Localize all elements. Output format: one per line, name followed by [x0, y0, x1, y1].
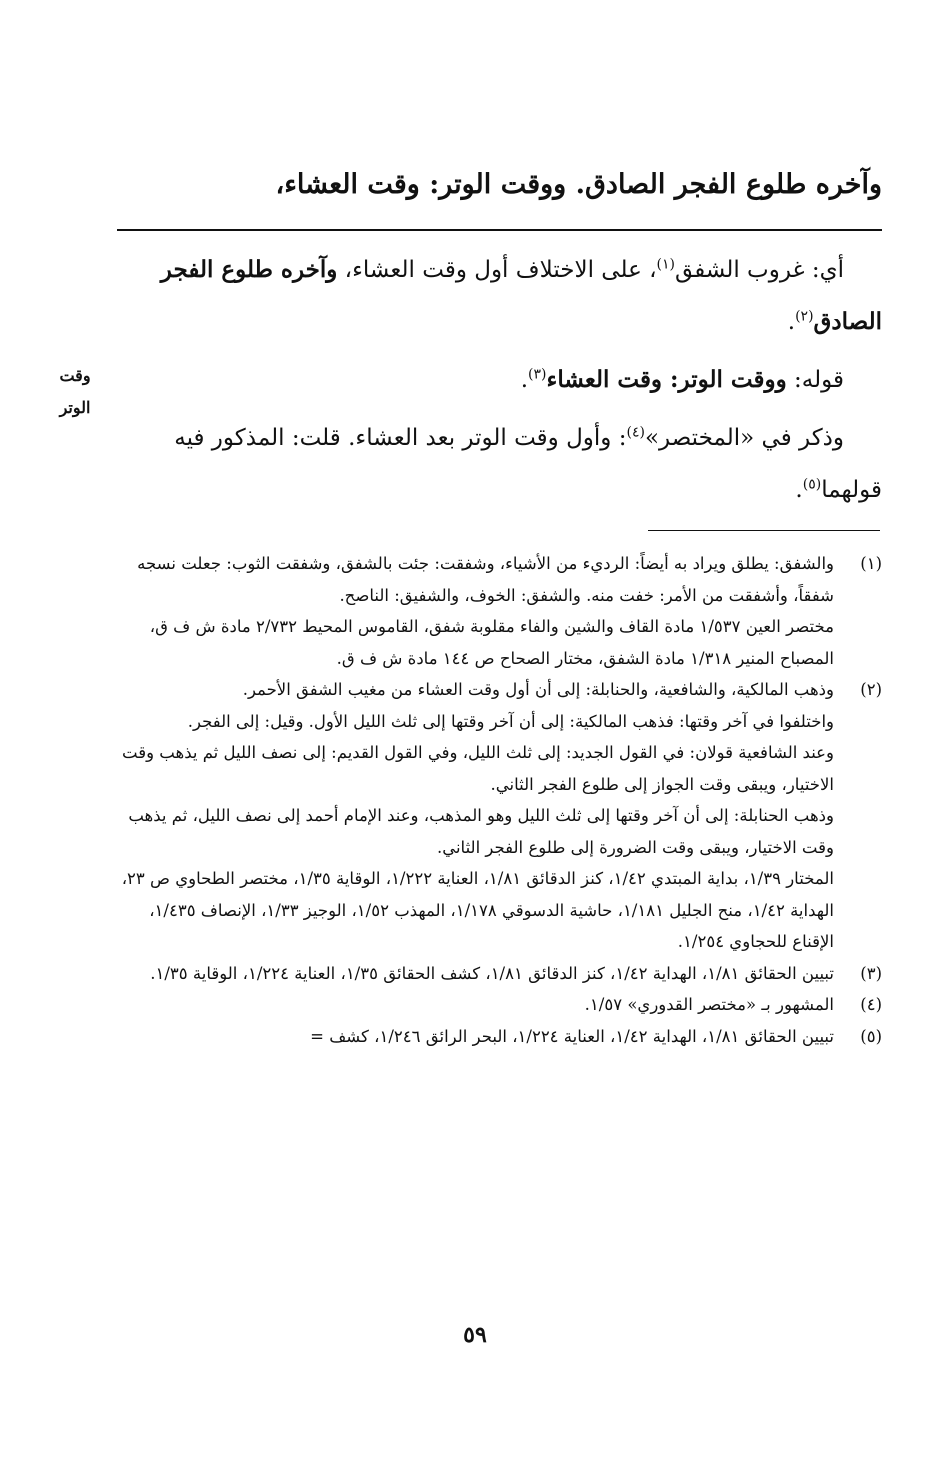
- footnote-2: [112, 674, 882, 958]
- commentary-paragraph-1: [122, 244, 882, 348]
- text: .: [520, 367, 529, 393]
- footnote-ref[interactable]: (١): [656, 256, 676, 273]
- footnote-para: تبيين الحقائق ١/٨١، الهداية ١/٤٢، كنز الدقائق ١/٨١، كشف الحقائق ١/٣٥، العناية ١/٢٢٤، الوقاية ١/٣٥.: [150, 963, 834, 983]
- text: أي: غروب الشفق: [675, 257, 844, 283]
- footnote-para: وعند الشافعية قولان: في القول الجديد: إلى ثلث الليل، وفي القول القديم: إلى نصف الليل ثم يذهب وقت الاختيار، ويبقى وقت الجواز إلى طلوع الفجر الثاني.: [122, 743, 834, 794]
- footnote-para: واختلفوا في آخر وقتها: فذهب المالكية: إلى أن آخر وقتها إلى ثلث الليل الأول. وقيل: إلى الفجر.: [187, 711, 834, 731]
- footnote-para: تبيين الحقائق ١/٨١، الهداية ١/٤٢، العناية ١/٢٢٤، البحر الرائق ١/٢٤٦، كشف =: [310, 1026, 834, 1046]
- footnote-text: [112, 1021, 834, 1053]
- text: .: [787, 309, 796, 335]
- text: .: [795, 477, 803, 503]
- footnote-ref[interactable]: (٣): [528, 366, 547, 383]
- matn-line: وآخره طلوع الفجر الصادق. ووقت الوتر: وقت العشاء،: [275, 169, 882, 200]
- footnote-number: (١): [860, 554, 882, 573]
- footnote-para: المشهور بـ «مختصر القدوري» ١/٥٧.: [584, 995, 834, 1014]
- footnote-5: [112, 1021, 882, 1053]
- footnote-text: [112, 674, 834, 958]
- footnote-para: والشفق: يطلق ويراد به أيضاً: الرديء من الأشياء، وشفقت: جئت بالشفق، وشفقت الثوب: جعلت نسجه شفقاً، وأشفقت من الأمر: خفت منه. والشفق: الخوف، والشفيق: الناصح.: [137, 554, 834, 605]
- text: وذكر في «المختصر»: [644, 425, 844, 451]
- footnote-4: [112, 989, 882, 1021]
- footnote-text: [112, 548, 834, 674]
- footnote-text: [112, 989, 834, 1021]
- text: : وأول وقت الوتر بعد العشاء. قلت: المذكور فيه قولهما: [174, 425, 882, 503]
- footnote-number: (٢): [860, 680, 882, 699]
- footnote-number: (٣): [860, 963, 882, 983]
- footnote-separator: [648, 530, 880, 531]
- bold-text: ووقت الوتر: وقت العشاء: [546, 366, 787, 393]
- commentary-body: [122, 244, 882, 516]
- footnote-3: [112, 958, 882, 990]
- commentary-paragraph-2: [122, 354, 882, 406]
- footnote-ref[interactable]: (٤): [626, 424, 645, 441]
- footnote-para: المختار ١/٣٩، بداية المبتدي ١/٤٢، كنز الدقائق ١/٨١، العناية ١/٢٢٢، الوقاية ١/٣٥، مختصر الطحاوي ص ٢٣، الهداية ١/٤٢، منح الجليل ١/١٨١، حاشية الدسوقي ١/١٧٨، المهذب ١/٥٢، الوجيز ١/٣٣، الإنصاف ١/٤٣٥، الإقناع للحجاوي ١/٢٥٤.: [121, 869, 834, 951]
- page-number: ٥٩: [463, 1322, 487, 1348]
- footnote-1: [112, 548, 882, 674]
- text: قوله:: [786, 367, 844, 393]
- footnote-number: (٥): [860, 1026, 882, 1046]
- bold-text: وآخره طلوع الفجر الصادق: [160, 256, 882, 335]
- commentary-paragraph-3: [122, 412, 882, 516]
- top-rule: [117, 229, 882, 231]
- footnote-ref[interactable]: (٢): [795, 308, 814, 325]
- margin-note: [40, 360, 110, 424]
- text: ، على الاختلاف أول وقت العشاء،: [337, 257, 657, 283]
- footnote-text: [112, 958, 834, 990]
- footnote-para: وذهب الحنابلة: إلى أن آخر وقتها إلى ثلث الليل وهو المذهب، وعند الإمام أحمد إلى نصف الليل، ثم يذهب وقت الاختيار، ويبقى وقت الضرورة إلى طلوع الفجر الثاني.: [128, 806, 834, 857]
- margin-note-line: الوتر: [59, 398, 91, 417]
- footnote-ref[interactable]: (٥): [802, 476, 822, 493]
- footnote-para: مختصر العين ١/٥٣٧ مادة القاف والشين والفاء مقلوبة شفق، القاموس المحيط ٢/٧٣٢ مادة ش ف ق، المصباح المنير ١/٣١٨ مادة الشفق، مختار الصحاح ص ١٤٤ مادة ش ف ق.: [149, 617, 834, 668]
- footnote-para: وذهب المالكية، والشافعية، والحنابلة: إلى أن أول وقت العشاء من مغيب الشفق الأحمر.: [242, 680, 834, 699]
- footnote-number: (٤): [860, 995, 882, 1014]
- margin-note-line: وقت: [59, 366, 91, 385]
- footnotes: [112, 548, 882, 1052]
